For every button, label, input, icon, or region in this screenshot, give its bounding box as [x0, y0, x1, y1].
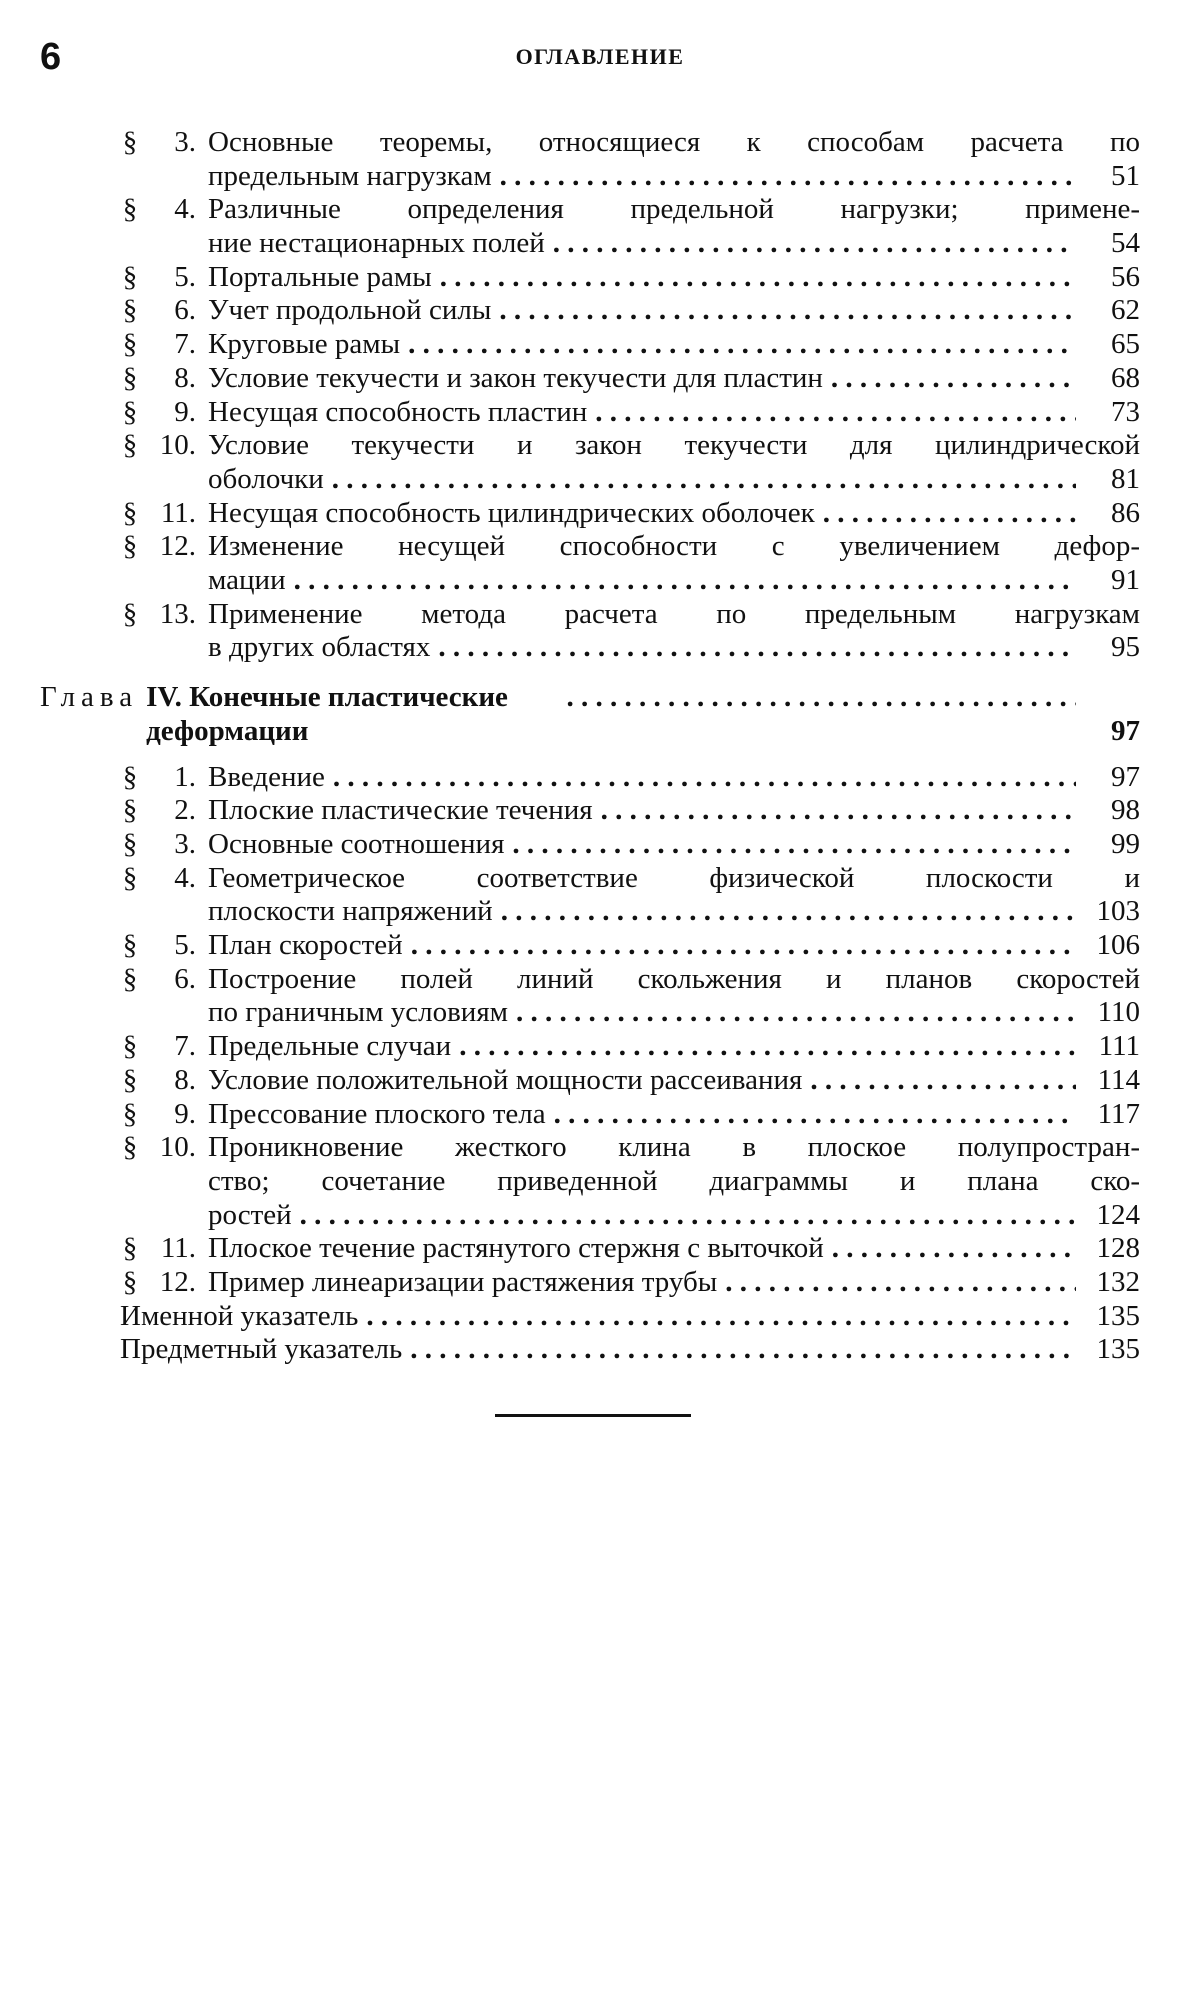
entry-title [120, 1333, 1140, 1367]
leader-dots [831, 362, 1076, 396]
entry-page-number: 54 [1111, 227, 1140, 260]
entry-title [208, 362, 1140, 396]
toc-entry[interactable] [40, 1131, 1140, 1232]
entry-title [208, 126, 1140, 193]
section-mark: § [122, 294, 138, 327]
section-number: 1. [174, 760, 196, 793]
section-mark: § [122, 597, 138, 630]
entry-title-line: Учет продольной силы [208, 294, 492, 327]
entry-title-line: План скоростей [208, 929, 403, 962]
toc-entry[interactable] [40, 929, 1140, 963]
leader-dots [438, 631, 1076, 665]
leader-dots [500, 160, 1076, 194]
entry-title-line: предельным нагрузкам [208, 159, 492, 192]
entry-title-line: ние нестационарных полей [208, 227, 545, 260]
entry-title-line: мации [208, 564, 286, 597]
toc-entry[interactable] [40, 1232, 1140, 1266]
toc-entry[interactable] [40, 497, 1140, 531]
entry-title-line: оболочки [208, 462, 324, 495]
toc-entry[interactable] [40, 862, 1140, 929]
entry-page-number: 117 [1097, 1097, 1140, 1130]
section-number: 11. [160, 496, 196, 529]
closing-rule [495, 1414, 691, 1417]
chapter-page-number: 97 [1111, 714, 1140, 747]
toc-entry[interactable] [40, 193, 1140, 260]
entry-page-number: 103 [1096, 895, 1140, 928]
toc-entry[interactable] [40, 598, 1140, 665]
leader-dots [601, 794, 1076, 828]
toc-entry[interactable] [40, 429, 1140, 496]
toc-entry[interactable] [40, 328, 1140, 362]
section-mark: § [122, 395, 138, 428]
entry-title-line: ростей [208, 1198, 292, 1231]
leader-dots [366, 1300, 1076, 1334]
leader-dots [553, 227, 1076, 261]
toc-entry[interactable] [40, 294, 1140, 328]
entry-title-line: Различные определения предельной нагрузки; примене- [208, 193, 1140, 226]
leader-dots [333, 761, 1076, 795]
toc-entry[interactable] [40, 530, 1140, 597]
leader-dots [408, 328, 1076, 362]
section-mark: § [122, 496, 138, 529]
leader-dots [332, 463, 1076, 497]
section-number: 6. [174, 962, 196, 995]
section-mark: § [122, 429, 138, 462]
entry-title-line: Прессование плоского тела [208, 1097, 546, 1130]
section-number: 11. [160, 1232, 196, 1265]
entry-title-line: Основные теоремы, относящиеся к способам расчета по [208, 126, 1140, 158]
entry-title-line: Построение полей линий скольжения и планов скоростей [208, 962, 1140, 995]
leader-dots [554, 1098, 1076, 1132]
section-number: 12. [159, 530, 196, 563]
leader-dots [411, 929, 1076, 963]
entry-page-number: 73 [1111, 395, 1140, 428]
section-number: 12. [159, 1266, 196, 1299]
entry-title-line: Портальные рамы [208, 260, 432, 293]
page-number: 6 [40, 36, 62, 78]
entry-title [208, 497, 1140, 531]
entry-title [208, 294, 1140, 328]
section-mark: § [122, 760, 138, 793]
entry-title [208, 193, 1140, 260]
section-mark: § [122, 861, 138, 894]
entry-page-number: 128 [1096, 1232, 1140, 1265]
chapter-label: Глава [40, 681, 139, 714]
section-number: 8. [174, 1063, 196, 1096]
entry-title-line: по граничным условиям [208, 996, 509, 1029]
section-mark: § [122, 260, 138, 293]
section-number: 13. [159, 597, 196, 630]
toc-entry[interactable] [40, 261, 1140, 295]
section-number: 10. [159, 1131, 196, 1164]
section-number: 4. [174, 861, 196, 894]
leader-dots [823, 497, 1076, 531]
entry-page-number: 114 [1097, 1063, 1140, 1096]
entry-title [208, 1030, 1140, 1064]
entry-page-number: 98 [1111, 794, 1140, 827]
entry-page-number: 106 [1096, 929, 1140, 962]
entry-page-number: 124 [1096, 1198, 1140, 1231]
entry-page-number: 111 [1098, 1030, 1140, 1063]
section-mark: § [122, 962, 138, 995]
entry-title [120, 1300, 1140, 1334]
entry-title [208, 828, 1140, 862]
toc-entry[interactable] [40, 396, 1140, 430]
toc-entry[interactable] [40, 362, 1140, 396]
chapter-title: IV. Конечные пластические деформации [146, 681, 508, 747]
section-mark: § [122, 193, 138, 226]
section-mark: § [122, 794, 138, 827]
section-number: 2. [174, 794, 196, 827]
leader-dots [440, 261, 1076, 295]
section-mark: § [122, 126, 138, 158]
entry-page-number: 51 [1111, 159, 1140, 192]
leader-dots [595, 396, 1076, 430]
entry-title [208, 530, 1140, 597]
leader-dots [832, 1232, 1076, 1266]
entry-page-number: 81 [1111, 462, 1140, 495]
section-number: 3. [174, 827, 196, 860]
entry-title-line: Изменение несущей способности с увеличением дефор- [208, 530, 1140, 563]
section-number: 3. [174, 126, 196, 158]
leader-dots [501, 895, 1076, 929]
entry-title-line: Несущая способность цилиндрических оболочек [208, 496, 815, 529]
entry-title [208, 1064, 1140, 1098]
toc-entry[interactable] [40, 1300, 1140, 1334]
leader-dots [499, 294, 1076, 328]
entry-page-number: 97 [1111, 760, 1140, 793]
entry-title [208, 261, 1140, 295]
leader-dots [810, 1064, 1076, 1098]
section-mark: § [122, 1131, 138, 1164]
toc-entry[interactable] [40, 963, 1140, 1030]
section-mark: § [122, 929, 138, 962]
entry-page-number: 135 [1096, 1333, 1140, 1366]
leader-dots [459, 1030, 1076, 1064]
section-mark: § [122, 530, 138, 563]
entry-title [208, 429, 1140, 496]
section-number: 9. [174, 1097, 196, 1130]
section-number: 8. [174, 361, 196, 394]
entry-title [208, 1098, 1140, 1132]
entry-title-line: Предметный указатель [120, 1333, 403, 1366]
entry-title [208, 1131, 1140, 1232]
section-number: 7. [174, 328, 196, 361]
entry-title-line: Геометрическое соответствие физической плоскости и [208, 861, 1140, 894]
entry-title-line: Условие текучести и закон текучести для цилиндрической [208, 429, 1140, 462]
entry-title-line: Проникновение жесткого клина в плоское полупростран- [208, 1131, 1140, 1164]
entry-title-line: Введение [208, 760, 325, 793]
entry-title [208, 794, 1140, 828]
section-number: 7. [174, 1030, 196, 1063]
entry-title-line: Плоское течение растянутого стержня с выточкой [208, 1232, 824, 1265]
leader-dots [567, 681, 1077, 715]
entry-page-number: 95 [1111, 631, 1140, 664]
entry-page-number: 62 [1111, 294, 1140, 327]
entry-title-line: плоскости напряжений [208, 895, 493, 928]
toc-entry[interactable] [40, 1030, 1140, 1064]
entry-title-line: Именной указатель [120, 1299, 359, 1332]
leader-dots [300, 1199, 1076, 1233]
entry-title-line: Пример линеаризации растяжения трубы [208, 1266, 718, 1299]
toc-entry[interactable] [40, 794, 1140, 828]
toc-entry[interactable] [40, 1333, 1140, 1367]
entry-page-number: 99 [1111, 827, 1140, 860]
entry-title-line: Условие текучести и закон текучести для пластин [208, 361, 823, 394]
entry-title [208, 396, 1140, 430]
entry-title-line: Круговые рамы [208, 328, 401, 361]
entry-title [208, 328, 1140, 362]
entry-title [208, 862, 1140, 929]
section-number: 4. [174, 193, 196, 226]
entry-title-line: Применение метода расчета по предельным нагрузкам [208, 597, 1140, 630]
entry-page-number: 91 [1111, 564, 1140, 597]
leader-dots [512, 828, 1076, 862]
leader-dots [516, 996, 1076, 1030]
section-number: 10. [159, 429, 196, 462]
section-mark: § [122, 1097, 138, 1130]
entry-page-number: 56 [1111, 260, 1140, 293]
entry-title-line: Условие положительной мощности рассеивания [208, 1063, 803, 1096]
toc-entry[interactable] [40, 1098, 1140, 1132]
toc-entry[interactable] [40, 761, 1140, 795]
entry-title-line: ство; сочетание приведенной диаграммы и плана ско- [208, 1164, 1140, 1197]
running-title: ОГЛАВЛЕНИЕ [515, 44, 685, 69]
entry-title [208, 1266, 1140, 1300]
toc-entry[interactable] [40, 828, 1140, 862]
entry-title-line: Плоские пластические течения [208, 794, 593, 827]
entry-title [208, 598, 1140, 665]
entry-page-number: 135 [1096, 1299, 1140, 1332]
section-mark: § [122, 1063, 138, 1096]
toc-section-chapter-4 [40, 761, 1140, 1368]
table-of-contents [40, 126, 1140, 1367]
chapter-heading[interactable] [40, 681, 1140, 748]
entry-title-line: Основные соотношения [208, 827, 505, 860]
entry-title [208, 963, 1140, 1030]
entry-title [208, 761, 1140, 795]
section-mark: § [122, 328, 138, 361]
entry-page-number: 65 [1111, 328, 1140, 361]
entry-title [208, 929, 1140, 963]
section-number: 5. [174, 929, 196, 962]
entry-page-number: 68 [1111, 361, 1140, 394]
section-number: 6. [174, 294, 196, 327]
toc-entry[interactable] [40, 1266, 1140, 1300]
section-mark: § [122, 1232, 138, 1265]
section-number: 5. [174, 260, 196, 293]
toc-entry[interactable] [40, 1064, 1140, 1098]
leader-dots [294, 564, 1076, 598]
leader-dots [725, 1266, 1076, 1300]
section-mark: § [122, 361, 138, 394]
toc-entry[interactable] [40, 126, 1140, 193]
entry-page-number: 86 [1111, 496, 1140, 529]
entry-title-line: Несущая способность пластин [208, 395, 588, 428]
entry-title-line: в других областях [208, 631, 431, 664]
entry-title [208, 1232, 1140, 1266]
entry-title-line: Предельные случаи [208, 1030, 452, 1063]
section-mark: § [122, 1030, 138, 1063]
entry-page-number: 110 [1097, 996, 1140, 1029]
section-mark: § [122, 1266, 138, 1299]
leader-dots [410, 1333, 1076, 1367]
section-mark: § [122, 827, 138, 860]
section-number: 9. [174, 395, 196, 428]
toc-section-chapter-3 [40, 126, 1140, 665]
entry-page-number: 132 [1096, 1266, 1140, 1299]
